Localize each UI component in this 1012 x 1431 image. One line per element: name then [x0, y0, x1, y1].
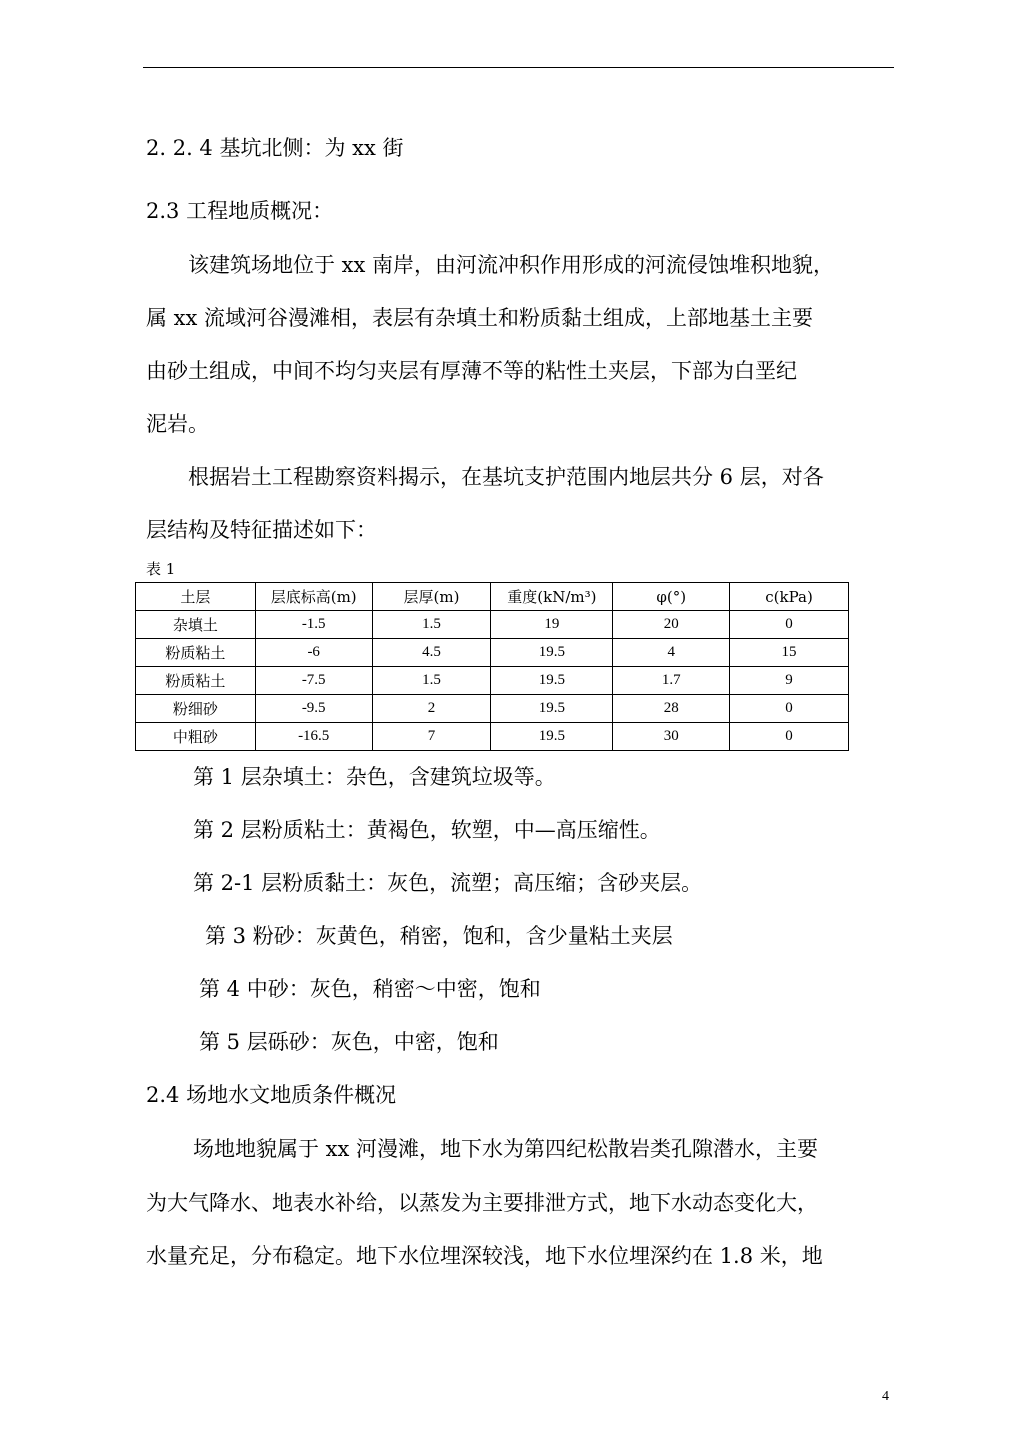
header-soil-layer: 土层: [136, 583, 256, 611]
heading-2-3: 2.3 工程地质概况：: [146, 199, 334, 223]
header-bottom-elevation: 层底标高(m): [255, 583, 372, 611]
table-cell: 1.5: [372, 667, 491, 695]
table-cell: 19.5: [491, 695, 613, 723]
table-row: [136, 667, 849, 695]
table-cell: 20: [613, 611, 730, 639]
table-cell: 7: [372, 723, 491, 751]
table-cell: -7.5: [255, 667, 372, 695]
table-cell: 19.5: [491, 639, 613, 667]
paragraph-line: 属 xx 流域河谷漫滩相，表层有杂填土和粉质黏土组成，上部地基土主要: [146, 306, 814, 330]
paragraph-line: 场地地貌属于 xx 河漫滩，地下水为第四纪松散岩类孔隙潜水，主要: [193, 1137, 819, 1161]
heading-2-4: 2.4 场地水文地质条件概况: [146, 1083, 397, 1107]
table-cell: 19.5: [491, 667, 613, 695]
paragraph-line: 层结构及特征描述如下：: [146, 518, 377, 542]
header-unit-weight: 重度(kN/m³): [491, 583, 613, 611]
table-cell: 粉细砂: [136, 695, 256, 723]
table-cell: 4: [613, 639, 730, 667]
table-cell: 杂填土: [136, 611, 256, 639]
table-cell: -6: [255, 639, 372, 667]
table-cell: 28: [613, 695, 730, 723]
paragraph-line: 为大气降水、地表水补给，以蒸发为主要排泄方式，地下水动态变化大，: [146, 1191, 818, 1215]
page-number: 4: [882, 1389, 889, 1404]
layer-description: 第 2 层粉质粘土：黄褐色，软塑，中—高压缩性。: [193, 818, 661, 842]
table-cell: 9: [730, 667, 849, 695]
table-row: [136, 695, 849, 723]
table-row: [136, 611, 849, 639]
paragraph-line: 该建筑场地位于 xx 南岸，由河流冲积作用形成的河流侵蚀堆积地貌，: [188, 253, 835, 277]
paragraph-line: 水量充足，分布稳定。地下水位埋深较浅，地下水位埋深约在 1.8 米，地: [146, 1244, 823, 1268]
table-row: [136, 723, 849, 751]
table-cell: 19.5: [491, 723, 613, 751]
table-cell: 0: [730, 723, 849, 751]
table-cell: 0: [730, 695, 849, 723]
layer-description: 第 1 层杂填土：杂色，含建筑垃圾等。: [193, 765, 556, 789]
table-cell: 2: [372, 695, 491, 723]
soil-layer-table: [135, 582, 849, 751]
table-cell: 30: [613, 723, 730, 751]
layer-description: 第 2-1 层粉质黏土：灰色，流塑；高压缩；含砂夹层。: [193, 871, 703, 895]
table-cell: 粉质粘土: [136, 667, 256, 695]
header-thickness: 层厚(m): [372, 583, 491, 611]
layer-description: 第 5 层砾砂：灰色，中密，饱和: [199, 1030, 499, 1054]
paragraph-line: 根据岩土工程勘察资料揭示，在基坑支护范围内地层共分 6 层，对各: [188, 465, 824, 489]
heading-2-2-4: 2. 2. 4 基坑北侧：为 xx 街: [146, 136, 404, 160]
layer-description: 第 4 中砂：灰色，稍密～中密，饱和: [199, 977, 541, 1001]
table-row: [136, 639, 849, 667]
header-rule: [143, 67, 894, 68]
table-cell: 15: [730, 639, 849, 667]
paragraph-line: 由砂土组成，中间不均匀夹层有厚薄不等的粘性土夹层，下部为白垩纪: [146, 359, 797, 383]
header-cohesion: c(kPa): [730, 583, 849, 611]
table-cell: 0: [730, 611, 849, 639]
table-cell: -16.5: [255, 723, 372, 751]
paragraph-line: 泥岩。: [146, 412, 209, 436]
table-cell: 1.5: [372, 611, 491, 639]
table-cell: 19: [491, 611, 613, 639]
layer-description: 第 3 粉砂：灰黄色，稍密，饱和，含少量粘土夹层: [205, 924, 673, 948]
header-friction-angle: φ(°): [613, 583, 730, 611]
table-cell: 中粗砂: [136, 723, 256, 751]
table-cell: 4.5: [372, 639, 491, 667]
table-cell: -9.5: [255, 695, 372, 723]
table-cell: 粉质粘土: [136, 639, 256, 667]
table-caption: 表 1: [146, 560, 176, 578]
table-cell: -1.5: [255, 611, 372, 639]
table-cell: 1.7: [613, 667, 730, 695]
table-header-row: [136, 583, 849, 611]
